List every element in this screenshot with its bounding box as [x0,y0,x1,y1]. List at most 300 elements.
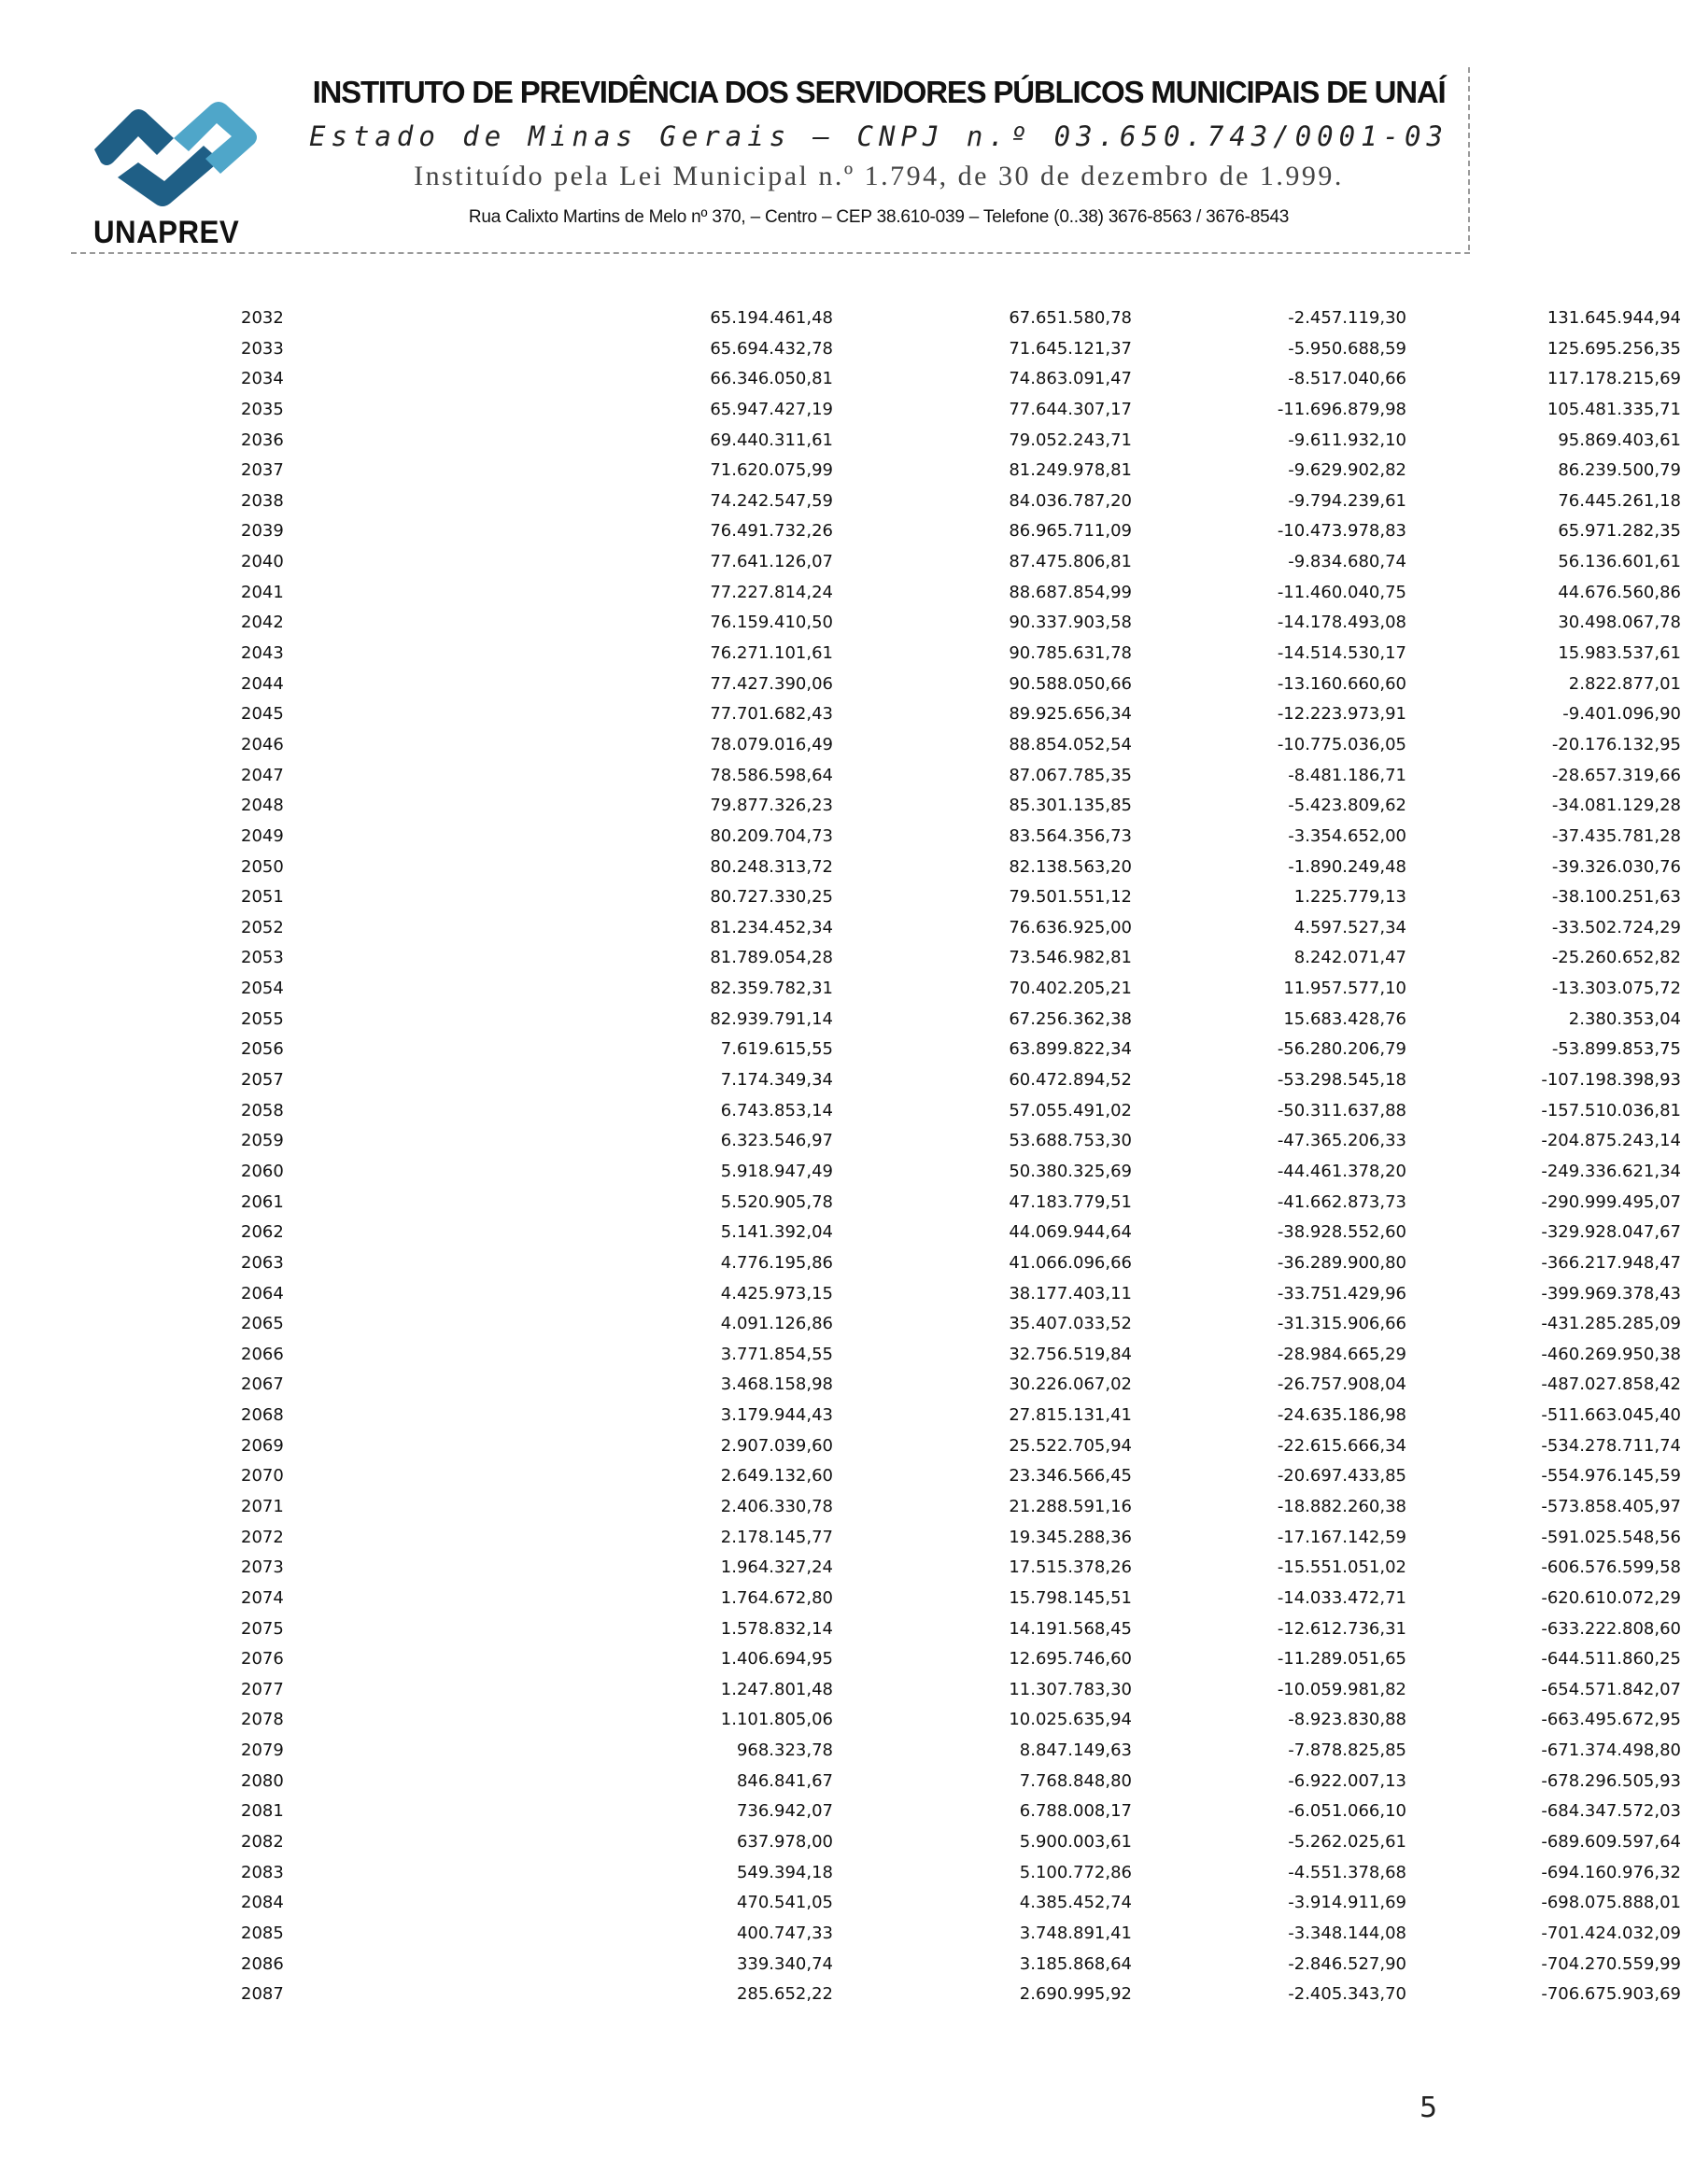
table-row [241,1035,1681,1065]
value-cell: -12.223.973,91 [1277,704,1406,725]
value-cell: 30.498.067,78 [1558,613,1681,633]
value-cell: -9.611.932,10 [1288,430,1406,450]
table-row [241,1950,1681,1980]
value-cell: 25.522.705,94 [1009,1435,1132,1456]
value-cell: -22.615.666,34 [1277,1435,1406,1456]
value-cell: -14.514.530,17 [1277,643,1406,664]
year-cell: 2047 [241,765,284,785]
value-cell: 846.841,67 [736,1770,833,1791]
year-cell: 2048 [241,796,284,816]
value-cell: -573.858.405,97 [1541,1496,1681,1516]
value-cell: -3.348.144,08 [1288,1923,1406,1943]
value-cell: 15.683.428,76 [1283,1008,1406,1029]
year-cell: 2062 [241,1222,284,1243]
value-cell: 73.546.982,81 [1009,948,1132,968]
year-cell: 2044 [241,673,284,694]
value-cell: -10.059.981,82 [1277,1679,1406,1699]
value-cell: -249.336.621,34 [1541,1161,1681,1181]
value-cell: 90.785.631,78 [1009,643,1132,664]
year-cell: 2070 [241,1466,284,1487]
year-cell: 2086 [241,1953,284,1974]
value-cell: -11.460.040,75 [1277,582,1406,602]
value-cell: 71.645.121,37 [1009,338,1132,359]
value-cell: 77.644.307,17 [1009,399,1132,419]
table-row [241,516,1681,547]
year-cell: 2043 [241,643,284,664]
year-cell: 2041 [241,582,284,602]
value-cell: -50.311.637,88 [1277,1100,1406,1120]
value-cell: 4.385.452,74 [1019,1893,1132,1913]
year-cell: 2056 [241,1039,284,1060]
value-cell: -8.481.186,71 [1288,765,1406,785]
table-row [241,1797,1681,1827]
value-cell: 339.340,74 [736,1953,833,1974]
value-cell: -33.751.429,96 [1277,1283,1406,1303]
table-row [241,1431,1681,1462]
value-cell: 2.406.330,78 [720,1496,833,1516]
table-row [241,1279,1681,1310]
year-cell: 2061 [241,1191,284,1212]
value-cell: 77.227.814,24 [710,582,833,602]
table-row [241,669,1681,700]
value-cell: 66.346.050,81 [710,369,833,389]
value-cell: -654.571.842,07 [1541,1679,1681,1699]
value-cell: 2.822.877,01 [1568,673,1681,694]
table-row [241,1614,1681,1645]
value-cell: 87.475.806,81 [1009,552,1132,572]
table-row [241,1461,1681,1492]
value-cell: 86.965.711,09 [1009,521,1132,542]
value-cell: 88.687.854,99 [1009,582,1132,602]
value-cell: 11.957.577,10 [1283,979,1406,999]
value-cell: -56.280.206,79 [1277,1039,1406,1060]
value-cell: 90.337.903,58 [1009,613,1132,633]
value-cell: 69.440.311,61 [710,430,833,450]
value-cell: -24.635.186,98 [1277,1405,1406,1426]
value-cell: -53.899.853,75 [1551,1039,1681,1060]
value-cell: -554.976.145,59 [1541,1466,1681,1487]
value-cell: 78.586.598,64 [710,765,833,785]
value-cell: 71.620.075,99 [710,460,833,481]
value-cell: -14.178.493,08 [1277,613,1406,633]
value-cell: -290.999.495,07 [1541,1191,1681,1212]
value-cell: -591.025.548,56 [1541,1527,1681,1547]
value-cell: 86.239.500,79 [1558,460,1681,481]
table-row [241,913,1681,944]
value-cell: 32.756.519,84 [1009,1344,1132,1364]
table-row [241,761,1681,792]
table-row [241,1736,1681,1767]
value-cell: 3.179.944,43 [720,1405,833,1426]
value-cell: 65.971.282,35 [1558,521,1681,542]
year-cell: 2038 [241,490,284,511]
value-cell: 53.688.753,30 [1009,1131,1132,1151]
value-cell: 78.079.016,49 [710,734,833,754]
value-cell: 65.947.427,19 [710,399,833,419]
value-cell: 89.925.656,34 [1009,704,1132,725]
value-cell: 77.641.126,07 [710,552,833,572]
value-cell: 70.402.205,21 [1009,979,1132,999]
year-cell: 2032 [241,308,284,328]
year-cell: 2040 [241,552,284,572]
value-cell: -53.298.545,18 [1277,1070,1406,1091]
year-cell: 2055 [241,1008,284,1029]
year-cell: 2045 [241,704,284,725]
value-cell: 60.472.894,52 [1009,1070,1132,1091]
year-cell: 2063 [241,1252,284,1273]
value-cell: 63.899.822,34 [1009,1039,1132,1060]
value-cell: 95.869.403,61 [1558,430,1681,450]
state-cnpj-line: Estado de Minas Gerais – CNPJ n.º 03.650.743/0001-03 [309,120,1448,152]
year-cell: 2067 [241,1374,284,1395]
value-cell: -431.285.285,09 [1541,1314,1681,1334]
table-row [241,1858,1681,1889]
value-cell: 38.177.403,11 [1009,1283,1132,1303]
value-cell: 14.191.568,45 [1009,1618,1132,1639]
value-cell: 1.406.694,95 [720,1649,833,1670]
value-cell: -6.051.066,10 [1288,1801,1406,1822]
value-cell: -698.075.888,01 [1541,1893,1681,1913]
value-cell: 1.964.327,24 [720,1557,833,1578]
value-cell: -706.675.903,69 [1541,1984,1681,2005]
value-cell: 400.747,33 [736,1923,833,1943]
value-cell: -8.517.040,66 [1288,369,1406,389]
year-cell: 2064 [241,1283,284,1303]
value-cell: 35.407.033,52 [1009,1314,1132,1334]
value-cell: -41.662.873,73 [1277,1191,1406,1212]
year-cell: 2042 [241,613,284,633]
value-cell: 6.323.546,97 [720,1131,833,1151]
year-cell: 2046 [241,734,284,754]
value-cell: 80.727.330,25 [710,887,833,908]
value-cell: -366.217.948,47 [1541,1252,1681,1273]
table-row [241,1827,1681,1858]
value-cell: 80.209.704,73 [710,825,833,846]
table-row [241,456,1681,486]
value-cell: 50.380.325,69 [1009,1161,1132,1181]
value-cell: -9.794.239,61 [1288,490,1406,511]
value-cell: 125.695.256,35 [1547,338,1681,359]
value-cell: -10.775.036,05 [1277,734,1406,754]
value-cell: 15.983.537,61 [1558,643,1681,664]
value-cell: -399.969.378,43 [1541,1283,1681,1303]
value-cell: -671.374.498,80 [1541,1740,1681,1761]
value-cell: 57.055.491,02 [1009,1100,1132,1120]
table-row [241,1248,1681,1279]
year-cell: 2072 [241,1527,284,1547]
value-cell: 65.694.432,78 [710,338,833,359]
value-cell: 7.619.615,55 [720,1039,833,1060]
value-cell: 77.427.390,06 [710,673,833,694]
value-cell: 17.515.378,26 [1009,1557,1132,1578]
value-cell: 82.939.791,14 [710,1008,833,1029]
value-cell: 65.194.461,48 [710,308,833,328]
year-cell: 2033 [241,338,284,359]
value-cell: -25.260.652,82 [1551,948,1681,968]
value-cell: 4.091.126,86 [720,1314,833,1334]
table-row [241,486,1681,517]
value-cell: -17.167.142,59 [1277,1527,1406,1547]
value-cell: 84.036.787,20 [1009,490,1132,511]
year-cell: 2057 [241,1070,284,1091]
table-row [241,608,1681,639]
value-cell: -47.365.206,33 [1277,1131,1406,1151]
year-cell: 2050 [241,856,284,877]
value-cell: 2.380.353,04 [1568,1008,1681,1029]
value-cell: -2.846.527,90 [1288,1953,1406,1974]
table-row [241,730,1681,761]
table-row [241,1675,1681,1706]
value-cell: 105.481.335,71 [1547,399,1681,419]
value-cell: -534.278.711,74 [1541,1435,1681,1456]
value-cell: -12.612.736,31 [1277,1618,1406,1639]
year-cell: 2071 [241,1496,284,1516]
value-cell: 2.649.132,60 [720,1466,833,1487]
value-cell: 117.178.215,69 [1547,369,1681,389]
value-cell: -28.984.665,29 [1277,1344,1406,1364]
value-cell: 81.249.978,81 [1009,460,1132,481]
value-cell: 23.346.566,45 [1009,1466,1132,1487]
table-row [241,1584,1681,1614]
value-cell: -28.657.319,66 [1551,765,1681,785]
table-row [241,578,1681,609]
value-cell: -684.347.572,03 [1541,1801,1681,1822]
year-cell: 2037 [241,460,284,481]
value-cell: 5.520.905,78 [720,1191,833,1212]
value-cell: 5.100.772,86 [1019,1862,1132,1882]
value-cell: -14.033.472,71 [1277,1587,1406,1608]
year-cell: 2080 [241,1770,284,1791]
year-cell: 2049 [241,825,284,846]
value-cell: 56.136.601,61 [1558,552,1681,572]
value-cell: -34.081.129,28 [1551,796,1681,816]
value-cell: -5.262.025,61 [1288,1832,1406,1853]
value-cell: -20.697.433,85 [1277,1466,1406,1487]
value-cell: -8.923.830,88 [1288,1710,1406,1730]
founding-law-line: Instituído pela Lei Municipal n.º 1.794, de 30 de dezembro de 1.999. [414,161,1344,191]
value-cell: 74.242.547,59 [710,490,833,511]
table-row [241,1188,1681,1219]
value-cell: 8.847.149,63 [1019,1740,1132,1761]
table-row [241,1005,1681,1036]
year-cell: 2068 [241,1405,284,1426]
page-number: 5 [1420,2092,1438,2124]
value-cell: 1.578.832,14 [720,1618,833,1639]
table-row [241,426,1681,457]
value-cell: -633.222.808,60 [1541,1618,1681,1639]
value-cell: 15.798.145,51 [1009,1587,1132,1608]
value-cell: 5.900.003,61 [1019,1832,1132,1853]
value-cell: 79.501.551,12 [1009,887,1132,908]
letterhead [71,67,1470,254]
value-cell: 79.877.326,23 [710,796,833,816]
table-row [241,303,1681,334]
table-row [241,1888,1681,1919]
value-cell: -9.629.902,82 [1288,460,1406,481]
value-cell: 41.066.096,66 [1009,1252,1132,1273]
table-row [241,395,1681,426]
table-row [241,1523,1681,1554]
value-cell: 549.394,18 [736,1862,833,1882]
table-row [241,1157,1681,1188]
value-cell: -689.609.597,64 [1541,1832,1681,1853]
table-row [241,364,1681,395]
year-cell: 2084 [241,1893,284,1913]
year-cell: 2036 [241,430,284,450]
year-cell: 2073 [241,1557,284,1578]
value-cell: 5.141.392,04 [720,1222,833,1243]
value-cell: -11.696.879,98 [1277,399,1406,419]
table-row [241,1553,1681,1584]
value-cell: 83.564.356,73 [1009,825,1132,846]
table-row [241,1218,1681,1248]
value-cell: 80.248.313,72 [710,856,833,877]
value-cell: -157.510.036,81 [1541,1100,1681,1120]
value-cell: 76.636.925,00 [1009,917,1132,937]
value-cell: 6.788.008,17 [1019,1801,1132,1822]
value-cell: 1.764.672,80 [720,1587,833,1608]
value-cell: 1.101.805,06 [720,1710,833,1730]
value-cell: 81.789.054,28 [710,948,833,968]
value-cell: -31.315.906,66 [1277,1314,1406,1334]
value-cell: 10.025.635,94 [1009,1710,1132,1730]
value-cell: -204.875.243,14 [1541,1131,1681,1151]
value-cell: 27.815.131,41 [1009,1405,1132,1426]
table-row [241,1644,1681,1675]
value-cell: 67.651.580,78 [1009,308,1132,328]
value-cell: 5.918.947,49 [720,1161,833,1181]
table-row [241,1340,1681,1371]
value-cell: -644.511.860,25 [1541,1649,1681,1670]
value-cell: -4.551.378,68 [1288,1862,1406,1882]
value-cell: 21.288.591,16 [1009,1496,1132,1516]
value-cell: 4.776.195,86 [720,1252,833,1273]
value-cell: 2.690.995,92 [1019,1984,1132,2005]
value-cell: -663.495.672,95 [1541,1710,1681,1730]
year-cell: 2066 [241,1344,284,1364]
value-cell: -694.160.976,32 [1541,1862,1681,1882]
value-cell: -107.198.398,93 [1541,1070,1681,1091]
value-cell: 637.978,00 [736,1832,833,1853]
value-cell: 74.863.091,47 [1009,369,1132,389]
institution-name: INSTITUTO DE PREVIDÊNCIA DOS SERVIDORES PÚBLICOS MUNICIPAIS DE UNAÍ [312,75,1446,109]
value-cell: -9.401.096,90 [1562,704,1681,725]
value-cell: -44.461.378,20 [1277,1161,1406,1181]
value-cell: 87.067.785,35 [1009,765,1132,785]
value-cell: -38.928.552,60 [1277,1222,1406,1243]
table-row [241,943,1681,974]
value-cell: 3.771.854,55 [720,1344,833,1364]
value-cell: 2.907.039,60 [720,1435,833,1456]
value-cell: 6.743.853,14 [720,1100,833,1120]
year-cell: 2054 [241,979,284,999]
value-cell: 82.138.563,20 [1009,856,1132,877]
value-cell: -20.176.132,95 [1551,734,1681,754]
value-cell: 47.183.779,51 [1009,1191,1132,1212]
value-cell: 2.178.145,77 [720,1527,833,1547]
value-cell: -11.289.051,65 [1277,1649,1406,1670]
table-row [241,1705,1681,1736]
year-cell: 2059 [241,1131,284,1151]
year-cell: 2034 [241,369,284,389]
value-cell: 131.645.944,94 [1547,308,1681,328]
value-cell: -678.296.505,93 [1541,1770,1681,1791]
value-cell: -329.928.047,67 [1541,1222,1681,1243]
value-cell: -38.100.251,63 [1551,887,1681,908]
year-cell: 2052 [241,917,284,937]
table-row [241,1401,1681,1431]
value-cell: 736.942,07 [736,1801,833,1822]
value-cell: 4.425.973,15 [720,1283,833,1303]
table-row [241,882,1681,913]
table-row [241,639,1681,669]
value-cell: 968.323,78 [736,1740,833,1761]
year-cell: 2077 [241,1679,284,1699]
table-row [241,1980,1681,2010]
value-cell: 1.247.801,48 [720,1679,833,1699]
value-cell: 470.541,05 [736,1893,833,1913]
value-cell: -18.882.260,38 [1277,1496,1406,1516]
value-cell: -9.834.680,74 [1288,552,1406,572]
value-cell: 88.854.052,54 [1009,734,1132,754]
value-cell: 7.768.848,80 [1019,1770,1132,1791]
table-row [241,699,1681,730]
year-cell: 2053 [241,948,284,968]
value-cell: 30.226.067,02 [1009,1374,1132,1395]
table-row [241,334,1681,365]
value-cell: 1.225.779,13 [1293,887,1406,908]
value-cell: -33.502.724,29 [1551,917,1681,937]
year-cell: 2035 [241,399,284,419]
value-cell: 90.588.050,66 [1009,673,1132,694]
year-cell: 2085 [241,1923,284,1943]
value-cell: 82.359.782,31 [710,979,833,999]
year-cell: 2075 [241,1618,284,1639]
value-cell: -15.551.051,02 [1277,1557,1406,1578]
table-row [241,1096,1681,1127]
value-cell: -26.757.908,04 [1277,1374,1406,1395]
projection-table [241,303,1681,2010]
value-cell: -460.269.950,38 [1541,1344,1681,1364]
table-row [241,974,1681,1005]
value-cell: -7.878.825,85 [1288,1740,1406,1761]
logo-wordmark: UNAPREV [93,215,240,250]
value-cell: -39.326.030,76 [1551,856,1681,877]
value-cell: -487.027.858,42 [1541,1374,1681,1395]
year-cell: 2081 [241,1801,284,1822]
table-row [241,1767,1681,1797]
value-cell: 3.748.891,41 [1019,1923,1132,1943]
value-cell: -13.303.075,72 [1551,979,1681,999]
value-cell: -36.289.900,80 [1277,1252,1406,1273]
year-cell: 2079 [241,1740,284,1761]
address-line: Rua Calixto Martins de Melo nº 370, – Centro – CEP 38.610-039 – Telefone (0..38) 3676-8563 / 3676-8543 [468,207,1290,227]
year-cell: 2060 [241,1161,284,1181]
year-cell: 2082 [241,1832,284,1853]
table-row [241,791,1681,822]
table-row [241,1065,1681,1096]
table-row [241,1492,1681,1523]
value-cell: 3.185.868,64 [1019,1953,1132,1974]
year-cell: 2078 [241,1710,284,1730]
value-cell: -13.160.660,60 [1277,673,1406,694]
table-row [241,822,1681,852]
table-row [241,1919,1681,1950]
year-cell: 2074 [241,1587,284,1608]
year-cell: 2058 [241,1100,284,1120]
table-row [241,1309,1681,1340]
value-cell: 44.676.560,86 [1558,582,1681,602]
